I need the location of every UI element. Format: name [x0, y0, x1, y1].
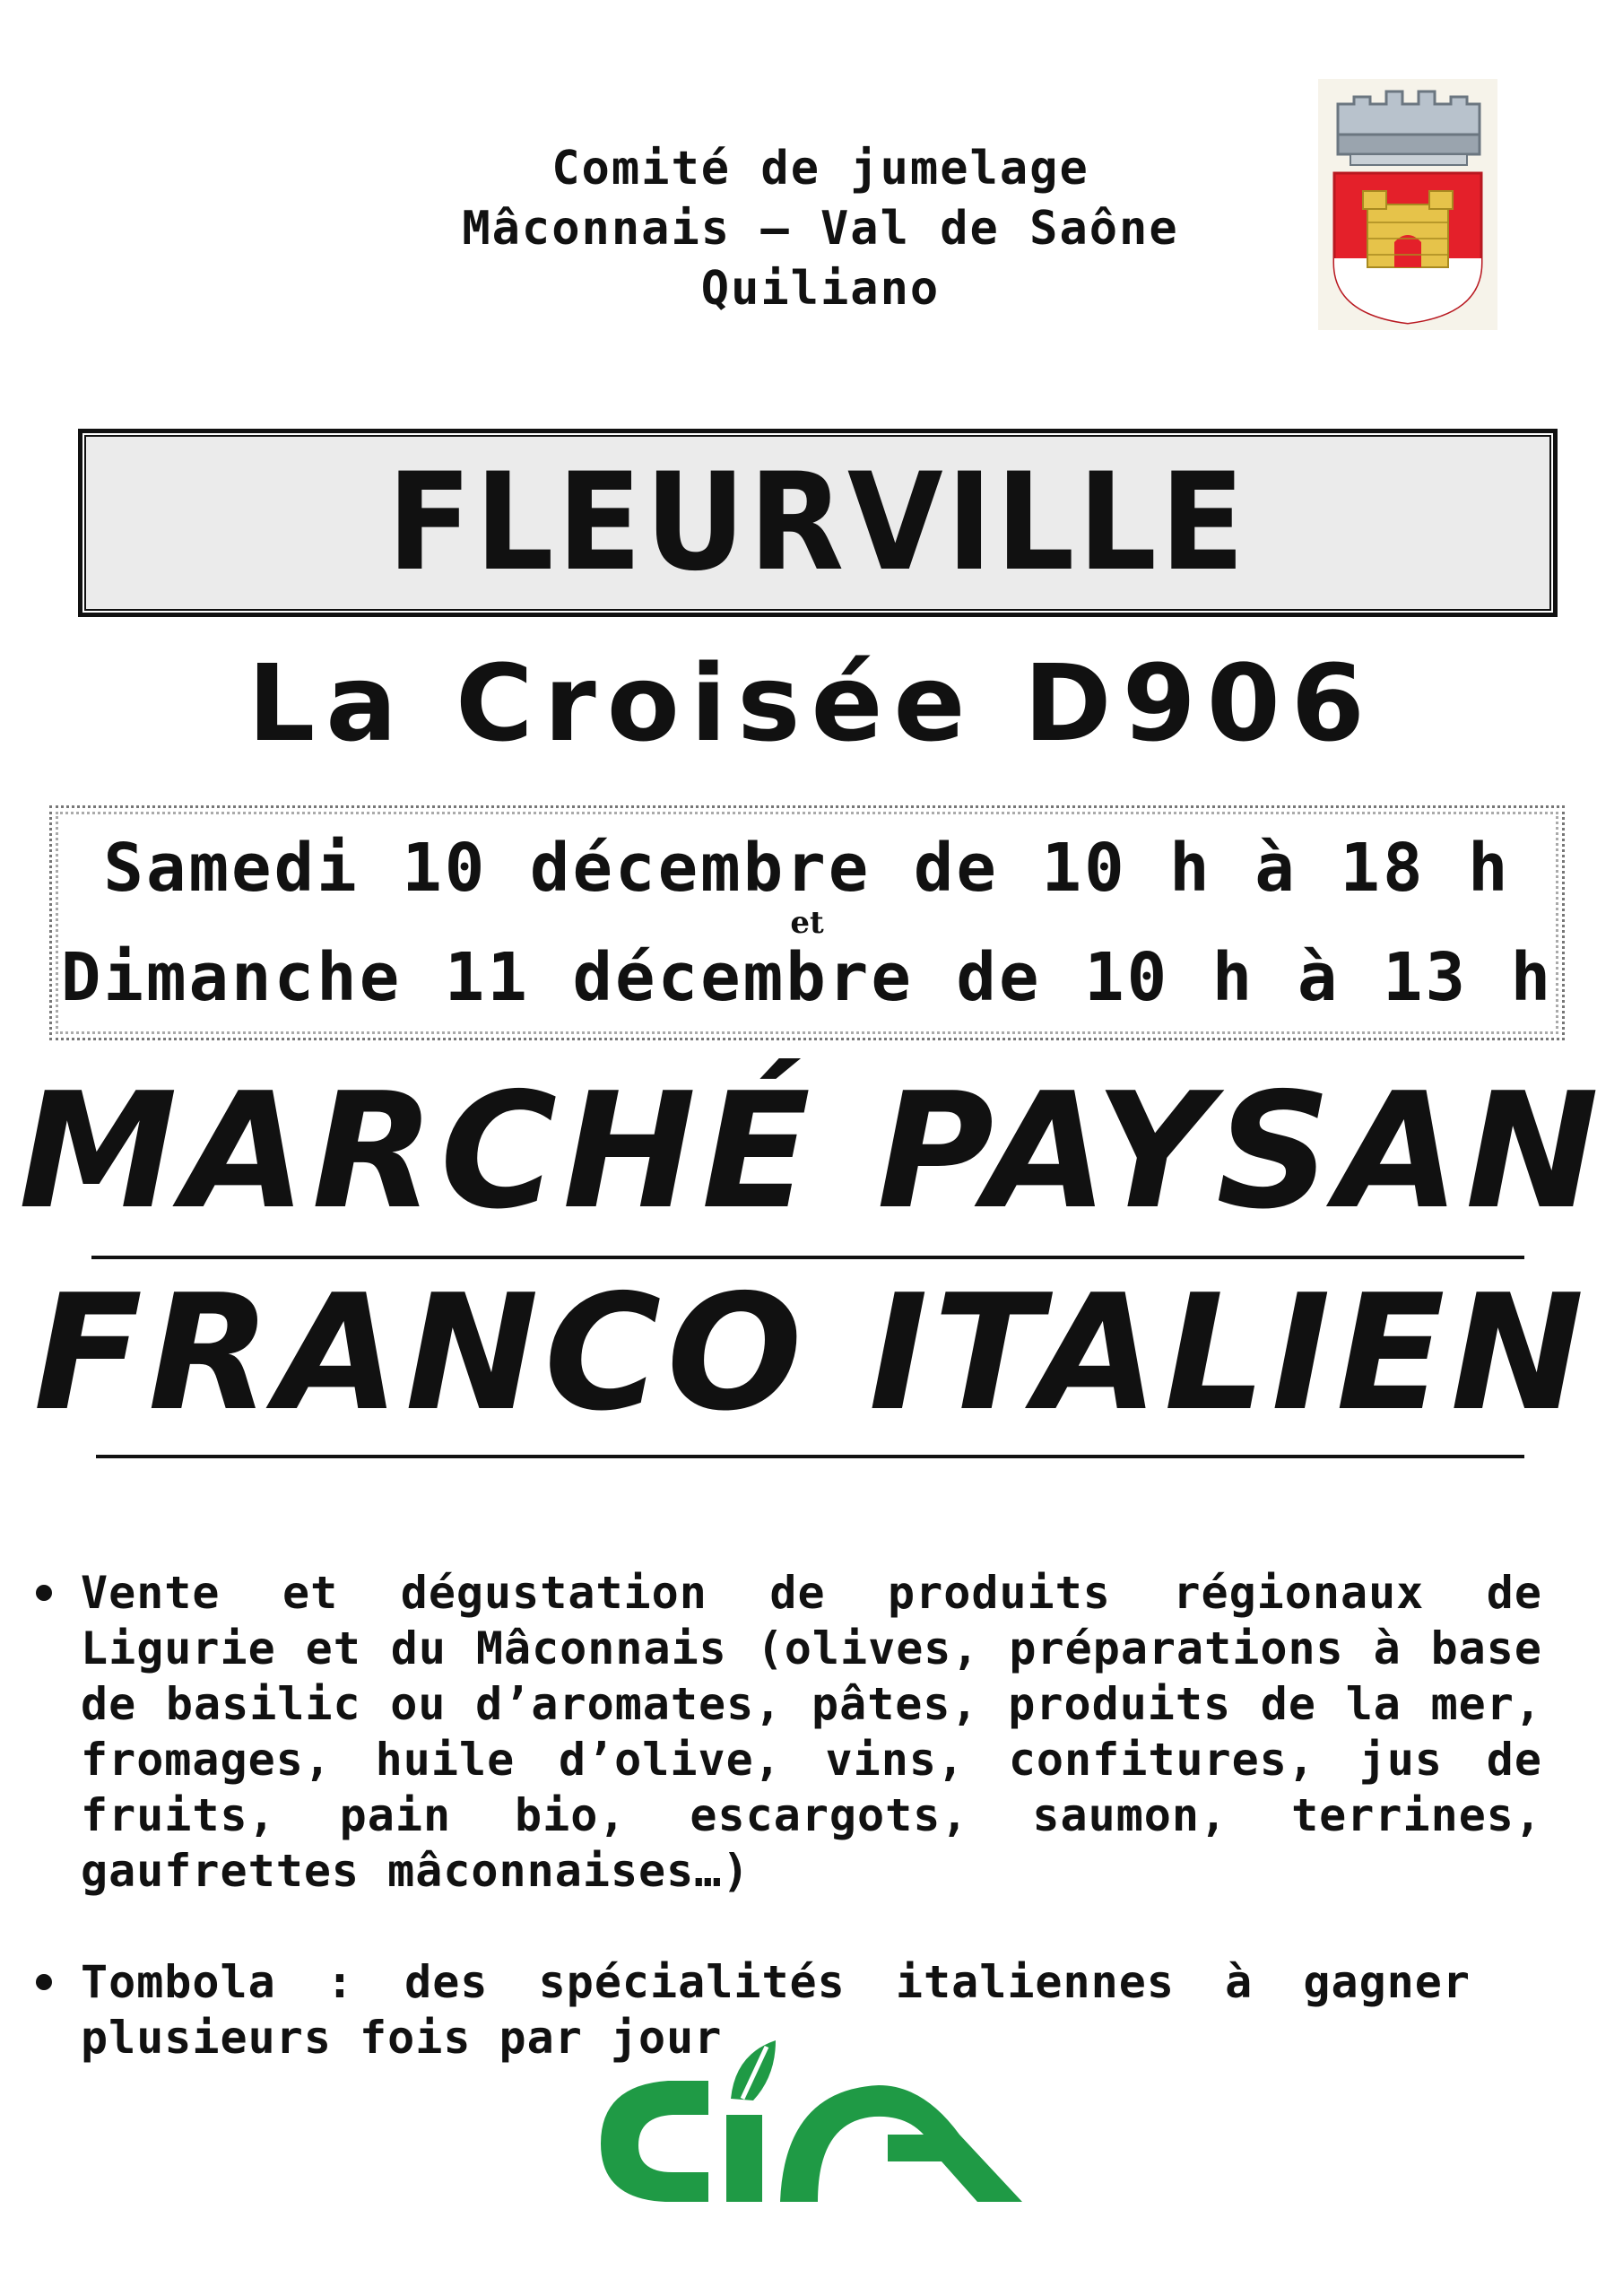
- event-title-line-1: MARCHÉ PAYSAN: [18, 1058, 1605, 1244]
- bullet-icon: [36, 1974, 52, 1990]
- dates-box: [49, 805, 1565, 1040]
- list-item-text: Tombola : des spécialités italiennes à gagner plusieurs fois par jour: [81, 1956, 1471, 2064]
- cia-logo-icon: [583, 2036, 1040, 2206]
- header-line-2: Mâconnais – Val de Saône: [462, 202, 1179, 256]
- date-conjunction: et: [790, 905, 824, 941]
- header-line-3: Quiliano: [700, 262, 941, 316]
- town-title: FLEURVILLE: [387, 445, 1248, 601]
- town-title-box: [78, 429, 1558, 617]
- event-title-underline-2: [96, 1455, 1524, 1458]
- event-title-underline-1: [91, 1256, 1524, 1259]
- header-line-1: Comité de jumelage: [551, 142, 1089, 196]
- list-item: [36, 1565, 1542, 1899]
- bullet-icon: [36, 1585, 52, 1601]
- list-item-text: Vente et dégustation de produits régionaux de Ligurie et du Mâconnais (olives, préparations à base de basilic ou d’aromates, pâtes, produits de la mer, fromages, huile d’olive, vins, confitures, jus de fruits, pain bio, escargots, saumon, terrines, gaufrettes mâconnaises…): [81, 1567, 1542, 1897]
- date-sunday: Dimanche 11 décembre de 10 h à 13 h: [60, 939, 1554, 1016]
- event-title-line-2: FRANCO ITALIEN: [33, 1260, 1590, 1446]
- town-crest-icon: [1318, 79, 1497, 330]
- location: La Croisée D906: [247, 641, 1376, 765]
- organizer-header: [395, 139, 1246, 319]
- date-saturday: Samedi 10 décembre de 10 h à 18 h: [103, 830, 1511, 907]
